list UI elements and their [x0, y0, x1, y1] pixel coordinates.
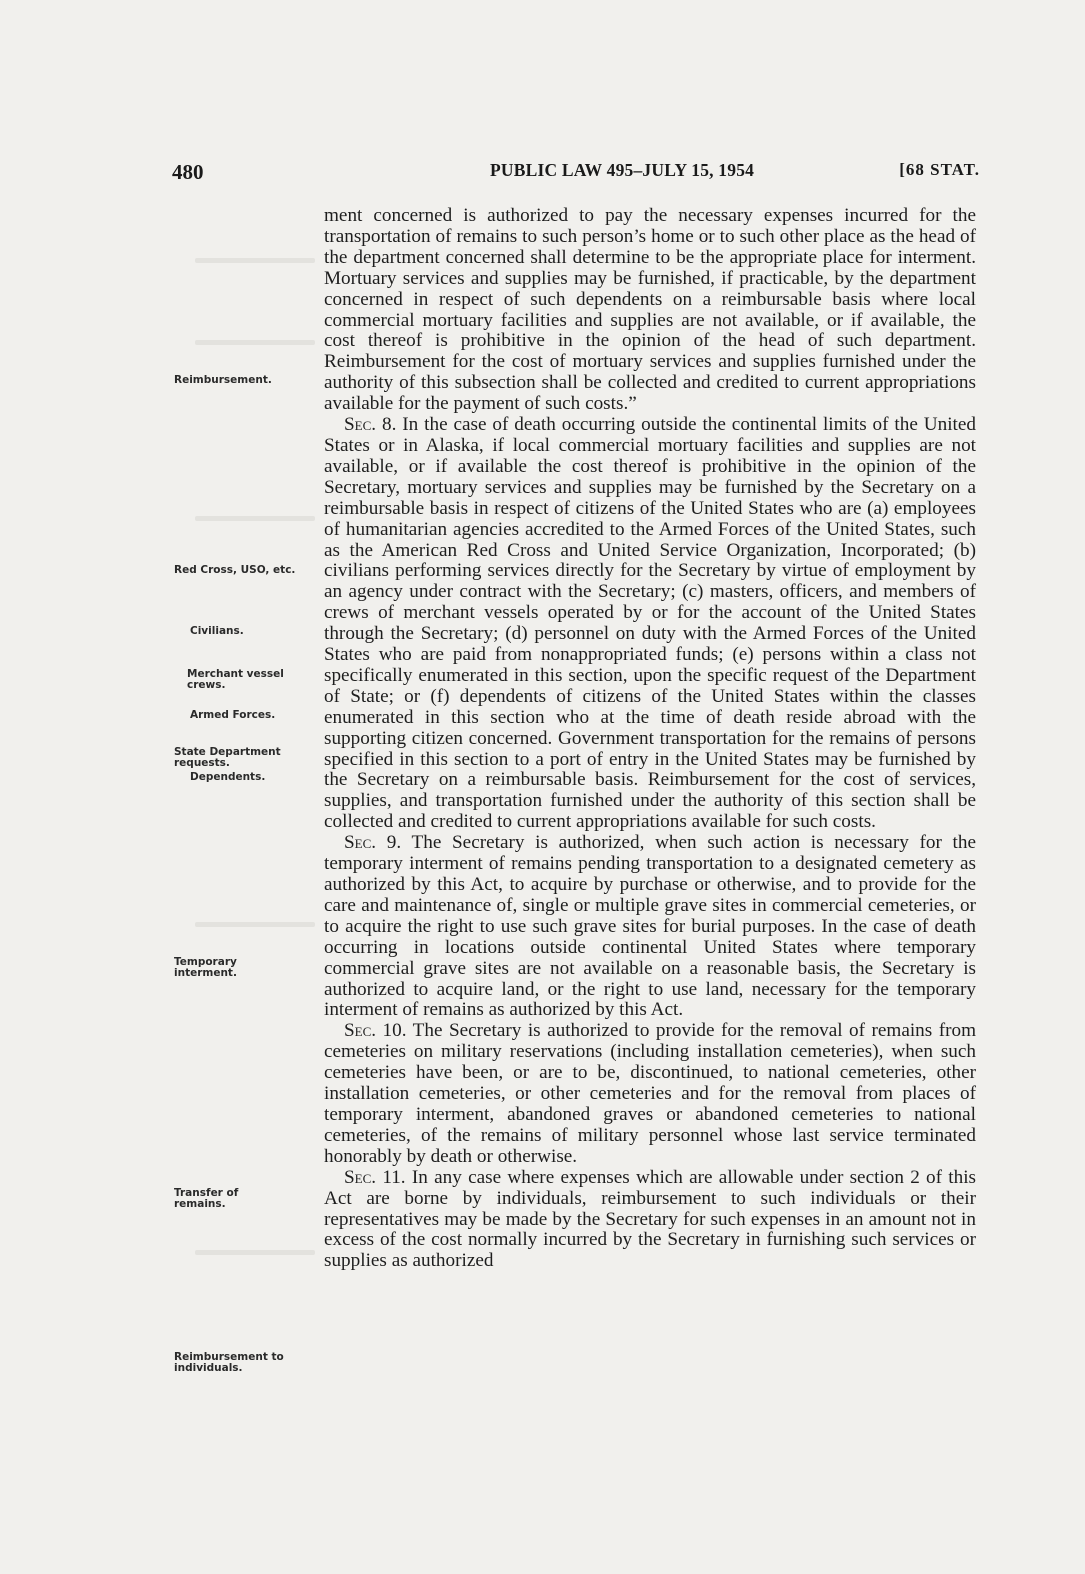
- section-label: Sec. 10.: [344, 1020, 407, 1042]
- margin-note: Armed Forces.: [190, 709, 276, 721]
- bleed-through-mark: [195, 340, 315, 345]
- margin-note: Transfer of remains.: [174, 1187, 239, 1210]
- section-text: In any case where expenses which are allowable under section 2 of this Act are borne by individuals, reimbursement to such individuals or their representatives may be made by the Secretary for such expenses in an amount not in excess of the cost normally incurred by the Secretary in furnishing such services or supplies as authorized: [324, 1166, 977, 1272]
- bleed-through-mark: [195, 1250, 315, 1255]
- page-header: [172, 160, 980, 188]
- section-label: Sec. 11.: [344, 1166, 406, 1188]
- running-title: PUBLIC LAW 495–JULY 15, 1954: [490, 160, 755, 180]
- margin-note: Temporary interment.: [174, 956, 237, 979]
- margin-note: Merchant vessel crews.: [187, 668, 284, 691]
- section-text: The Secretary is authorized, when such action is necessary for the temporary interment of remains pending transportation to a designated cemetery as authorized by this Act, to acquire by purchase or otherwise, and to provide for the care and maintenance of, single or multiple grave sites in commercial cemeteries, or to acquire the right to use such grave sites for burial purposes. In the case of death occurring in locations outside continental United States where temporary commercial grave sites are not available on a reasonable basis, the Secretary is authorized to acquire land, or the right to use land, necessary for the temporary interment of remains as authorized by this Act.: [324, 832, 976, 1021]
- margin-note: Civilians.: [190, 625, 244, 637]
- bleed-through-mark: [195, 258, 315, 263]
- section-label: Sec. 8.: [344, 414, 397, 436]
- section-9: [324, 833, 976, 1021]
- bleed-through-mark: [195, 516, 315, 521]
- paragraph-continuation: ment concerned is authorized to pay the necessary expenses incurred for the transportation of remains to such person’s home or to such other place as the head of the department concerned shall determine to be the appropriate place for interment. Mortuary services and supplies may be furnished, if practicable, by the department concerned in respect of such dependents on a reimbursable basis where local commercial mortuary facilities and supplies are not available, or if available, the cost thereof is prohibitive in the opinion of the head of such department. Reimbursement for the cost of mortuary services and supplies furnished under the authority of this subsection shall be collected and credited to current appropriations available for the payment of such costs.”: [324, 205, 976, 415]
- section-10: [324, 1021, 976, 1167]
- margin-note: State Department requests.: [174, 746, 281, 769]
- margin-note: Dependents.: [190, 771, 266, 783]
- body-text: [324, 206, 976, 1272]
- section-11: [324, 1168, 976, 1273]
- section-text: The Secretary is authorized to provide for the removal of remains from cemeteries on military reservations (including installation cemeteries), when such cemeteries have been, or are to be, discontinued, to national cemeteries, other installation cemeteries, or other cemeteries and for the removal from places of temporary interment, abandoned graves or abandoned cemeteries to national cemeteries, of the remains of military personnel whose last service terminated honorably by death or otherwise.: [324, 1020, 976, 1167]
- margin-note: Reimbursement.: [174, 374, 272, 386]
- section-8: [324, 415, 976, 833]
- bleed-through-mark: [195, 922, 315, 927]
- statute-reference: [68 STAT.: [899, 160, 980, 179]
- margin-note: Red Cross, USO, etc.: [174, 564, 296, 576]
- page-number: 480: [172, 160, 204, 184]
- section-label: Sec. 9.: [344, 832, 402, 854]
- section-text: In the case of death occurring outside the continental limits of the United States or in Alaska, if local commercial mortuary facilities and supplies are not available, or if available the cost thereof is prohibitive in the opinion of the Secretary, mortuary services and supplies may be furnished by the Secretary on a reimbursable basis in respect of citizens of the United States who are (a) employees of humanitarian agencies accredited to the Armed Forces of the United States, such as the American Red Cross and United Service Organization, Incorporated; (b) civilians performing services directly for the Secretary by virtue of employment by an agency under contract with the Secretary; (c) masters, officers, and members of crews of merchant vessels operated by or for the account of the United States through the Secretary; (d) personnel on duty with the Armed Forces of the United States who are paid from nonappropriated funds; (e) persons within a class not specifically enumerated in this section, upon the specific request of the Department of State; or (f) dependents of citizens of the United States within the classes enumerated in this section who at the time of death reside abroad with the supporting citizen concerned. Government transportation for the remains of persons specified in this section to a port of entry in the United States may be furnished by the Secretary on a reimbursable basis. Reimbursement for the cost of services, supplies, and transportation furnished under the authority of this section shall be collected and credited to current appropriations available for such costs.: [324, 414, 976, 833]
- margin-note: Reimbursement to individuals.: [174, 1351, 284, 1374]
